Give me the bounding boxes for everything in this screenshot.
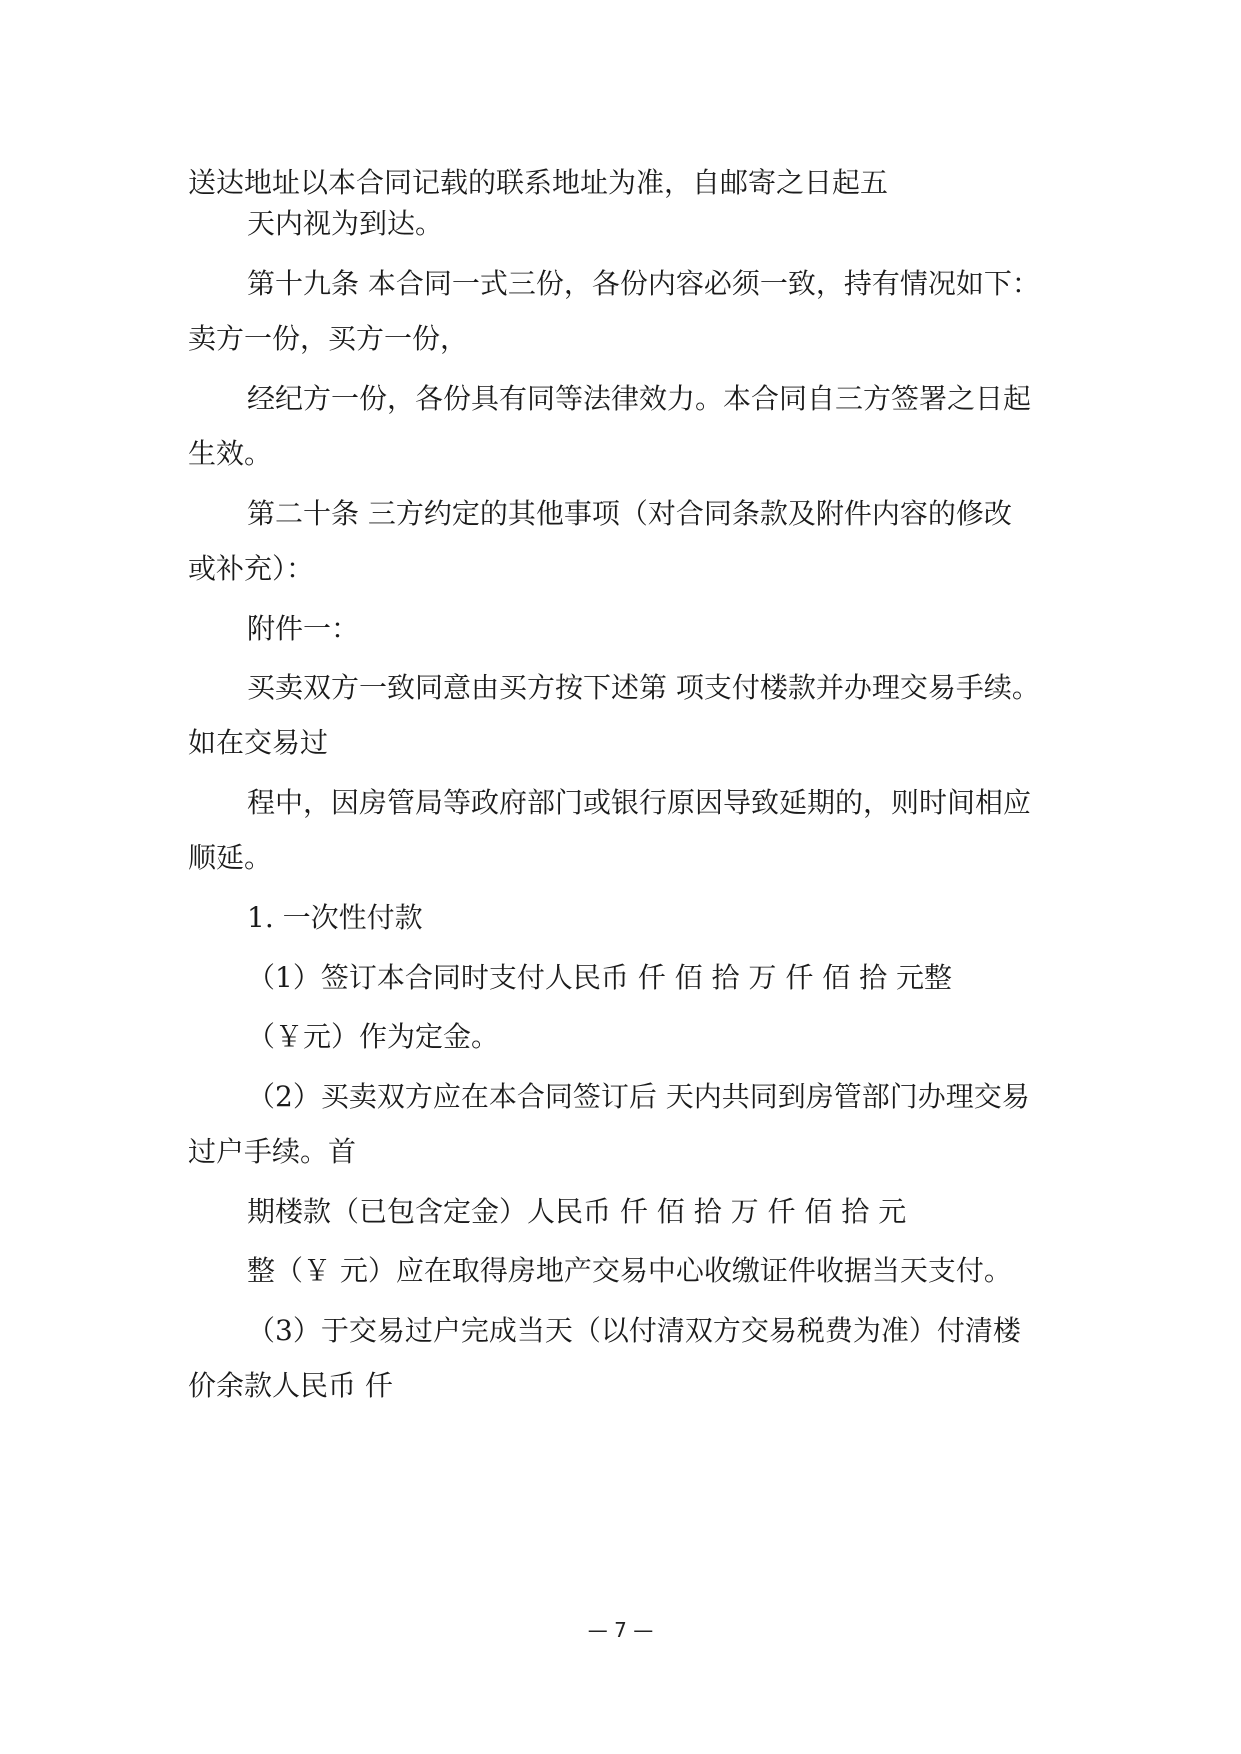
text-line: 卖方一份，买方一份， [188,322,469,355]
text-line: （3）于交易过户完成当天（以付清双方交易税费为准）付清楼 [247,1314,1021,1347]
text-line: 过户手续。首 [188,1135,357,1168]
text-line: 整（￥ 元）应在取得房地产交易中心收缴证件收据当天支付。 [247,1254,1012,1287]
text-line: 天内视为到达。 [247,207,444,240]
text-line: 第十九条 本合同一式三份，各份内容必须一致，持有情况如下： [247,267,1040,300]
text-line: 程中，因房管局等政府部门或银行原因导致延期的，则时间相应 [247,786,1032,819]
text-line: 买卖双方一致同意由买方按下述第 项支付楼款并办理交易手续。 [247,671,1040,704]
page-number: — 7 — [587,1618,654,1642]
text-line: 生效。 [188,437,273,470]
text-line: 价余款人民币 仟 [188,1369,393,1402]
text-line: 送达地址以本合同记载的联系地址为准，自邮寄之日起五 [188,166,889,199]
text-line: 或补充）： [188,552,315,585]
text-line: 期楼款（已包含定金）人民币 仟 佰 拾 万 仟 佰 拾 元 [247,1195,907,1228]
text-line: 如在交易过 [188,726,329,759]
text-line: 1. 一次性付款 [247,901,423,934]
text-line: 附件一： [247,612,360,645]
text-line: 经纪方一份，各份具有同等法律效力。本合同自三方签署之日起 [247,382,1032,415]
text-line: （￥元）作为定金。 [247,1020,500,1053]
text-line: （1）签订本合同时支付人民币 仟 佰 拾 万 仟 佰 拾 元整 [247,961,953,994]
text-line: 第二十条 三方约定的其他事项（对合同条款及附件内容的修改 [247,497,1012,530]
text-line: 顺延。 [188,841,273,874]
text-line: （2）买卖双方应在本合同签订后 天内共同到房管部门办理交易 [247,1080,1030,1113]
